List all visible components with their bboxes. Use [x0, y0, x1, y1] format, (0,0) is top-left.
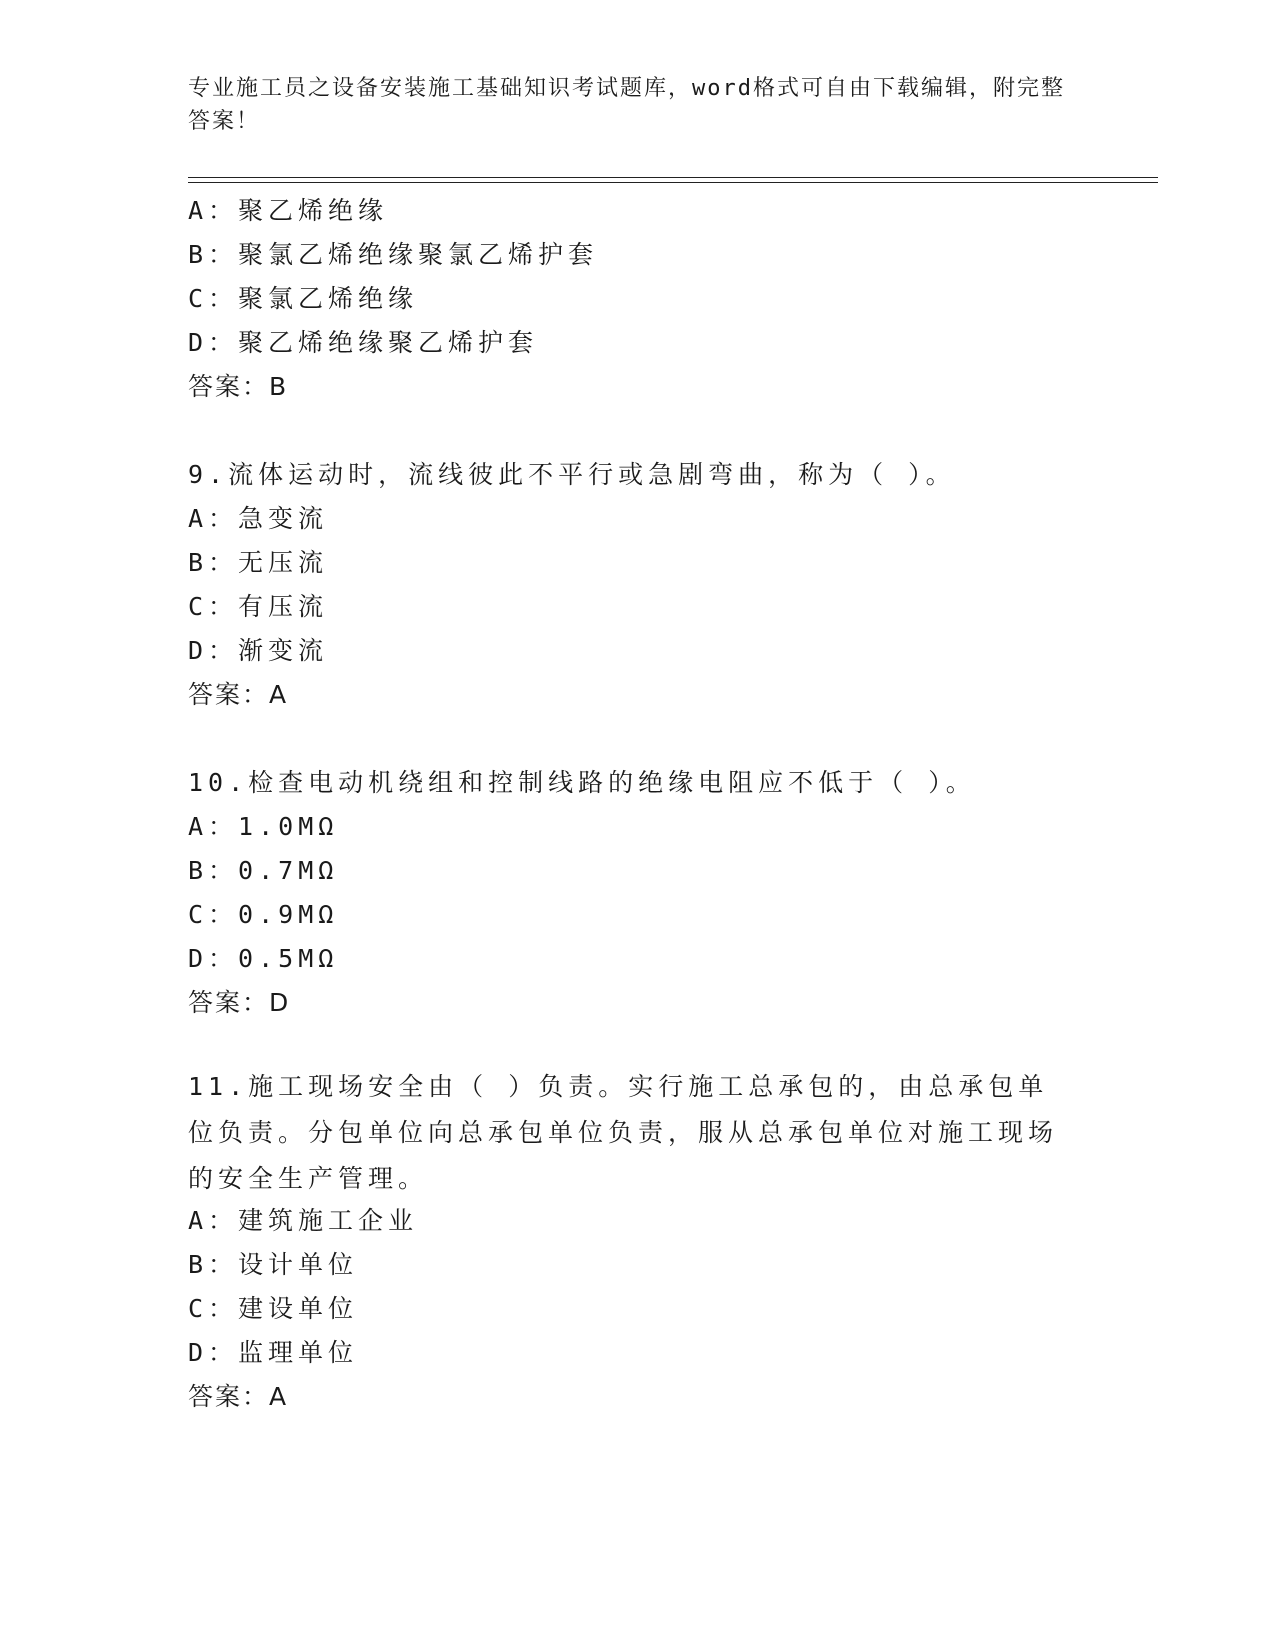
q10-option-d: D：0.5MΩ	[188, 944, 339, 973]
q9-option-d: D：渐变流	[188, 636, 329, 665]
q8-option-b: B：聚氯乙烯绝缘聚氯乙烯护套	[188, 240, 599, 269]
q9-question: 9.流体运动时，流线彼此不平行或急剧弯曲，称为（ ）。	[188, 460, 956, 489]
q10-question: 10.检查电动机绕组和控制线路的绝缘电阻应不低于（ ）。	[188, 768, 976, 797]
q10-option-b: B：0.7MΩ	[188, 856, 339, 885]
document-header: 专业施工员之设备安装施工基础知识考试题库，word格式可自由下载编辑，附完整答案！	[188, 76, 1065, 134]
q11-option-c: C：建设单位	[188, 1294, 359, 1323]
q8-option-d: D：聚乙烯绝缘聚乙烯护套	[188, 328, 539, 357]
q10-option-c: C：0.9MΩ	[188, 900, 339, 929]
q11-answer: 答案：A	[188, 1382, 289, 1411]
q8-option-a: A：聚乙烯绝缘	[188, 196, 389, 225]
q9-option-c: C：有压流	[188, 592, 329, 621]
q11-question: 11.施工现场安全由（ ）负责。实行施工总承包的，由总承包单位负责。分包单位向总承包单位负责，服从总承包单位对施工现场的安全生产管理。	[188, 1072, 1059, 1193]
header-divider-top	[188, 177, 1158, 178]
q11-option-a: A：建筑施工企业	[188, 1206, 419, 1235]
header-divider-bottom	[188, 182, 1158, 183]
q9-answer: 答案：A	[188, 680, 289, 709]
q10-option-a: A：1.0MΩ	[188, 812, 339, 841]
q9-option-b: B：无压流	[188, 548, 329, 577]
q10-answer: 答案：D	[188, 988, 291, 1017]
q9-option-a: A：急变流	[188, 504, 329, 533]
q11-option-b: B：设计单位	[188, 1250, 359, 1279]
q8-answer: 答案：B	[188, 372, 289, 401]
q11-option-d: D：监理单位	[188, 1338, 359, 1367]
q8-option-c: C：聚氯乙烯绝缘	[188, 284, 419, 313]
